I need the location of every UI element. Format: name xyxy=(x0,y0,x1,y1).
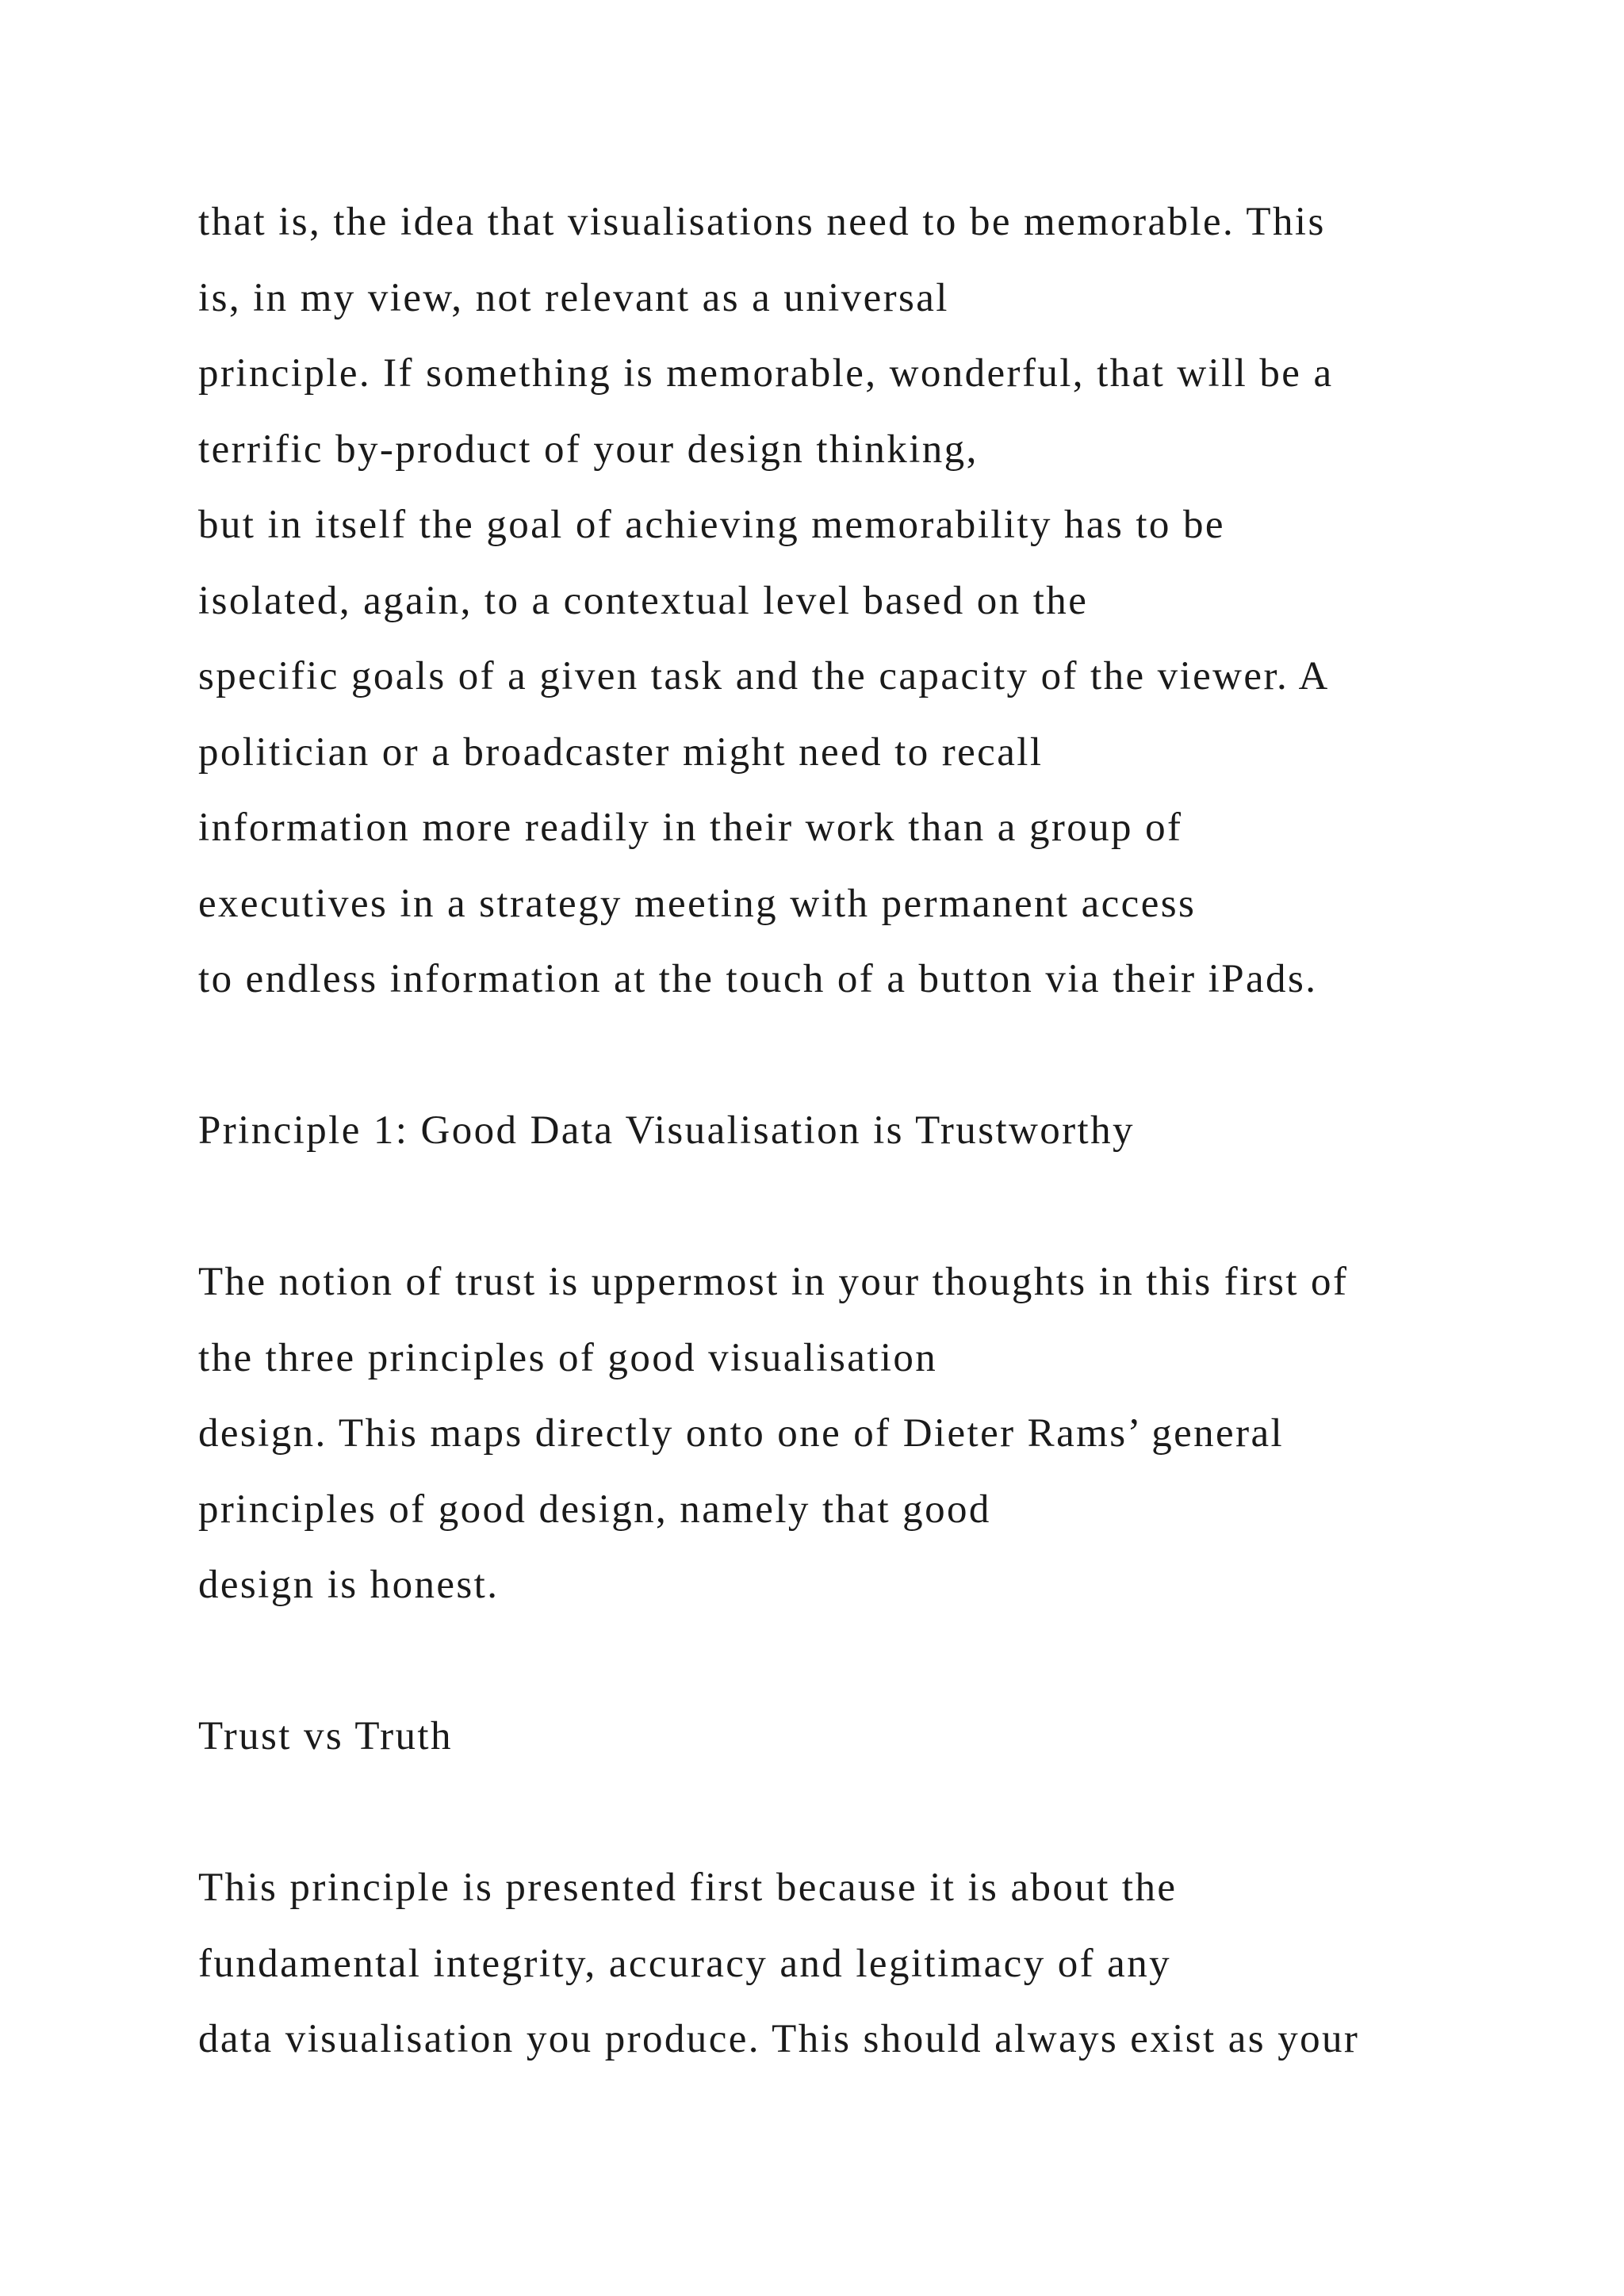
text-line: principles of good design, namely that good xyxy=(198,1487,991,1532)
blank-line xyxy=(198,1775,1562,1851)
text-line: information more readily in their work than a group of xyxy=(198,806,1183,850)
body-text xyxy=(198,185,1562,2078)
text-line: data visualisation you produce. This should always exist as your xyxy=(198,2017,1360,2061)
text-line: that is, the idea that visualisations need to be memorable. This xyxy=(198,200,1326,244)
text-line: to endless information at the touch of a button via their iPads. xyxy=(198,957,1318,1001)
text-line: principle. If something is memorable, wonderful, that will be a xyxy=(198,351,1334,396)
text-line: specific goals of a given task and the capacity of the viewer. A xyxy=(198,654,1330,698)
text-line: isolated, again, to a contextual level based on the xyxy=(198,578,1089,623)
text-line: The notion of trust is uppermost in your thoughts in this first of xyxy=(198,1260,1349,1304)
text-line: the three principles of good visualisation xyxy=(198,1335,938,1380)
text-line: executives in a strategy meeting with permanent access xyxy=(198,881,1197,926)
text-line: design is honest. xyxy=(198,1563,500,1607)
text-line: terrific by-product of your design thinking, xyxy=(198,427,979,472)
text-line: is, in my view, not relevant as a universal xyxy=(198,275,949,320)
blank-line xyxy=(198,1624,1562,1700)
text-line: politician or a broadcaster might need to recall xyxy=(198,729,1044,775)
subsection-heading: Trust vs Truth xyxy=(198,1714,453,1758)
text-line: This principle is presented first because it is about the xyxy=(198,1866,1178,1910)
text-line: fundamental integrity, accuracy and legitimacy of any xyxy=(198,1941,1172,1986)
text-line: design. This maps directly onto one of Dieter Rams’ general xyxy=(198,1411,1285,1456)
section-heading: Principle 1: Good Data Visualisation is Trustworthy xyxy=(198,1108,1135,1153)
text-line: but in itself the goal of achieving memorability has to be xyxy=(198,503,1225,547)
blank-line xyxy=(198,1018,1562,1094)
blank-line xyxy=(198,1169,1562,1246)
